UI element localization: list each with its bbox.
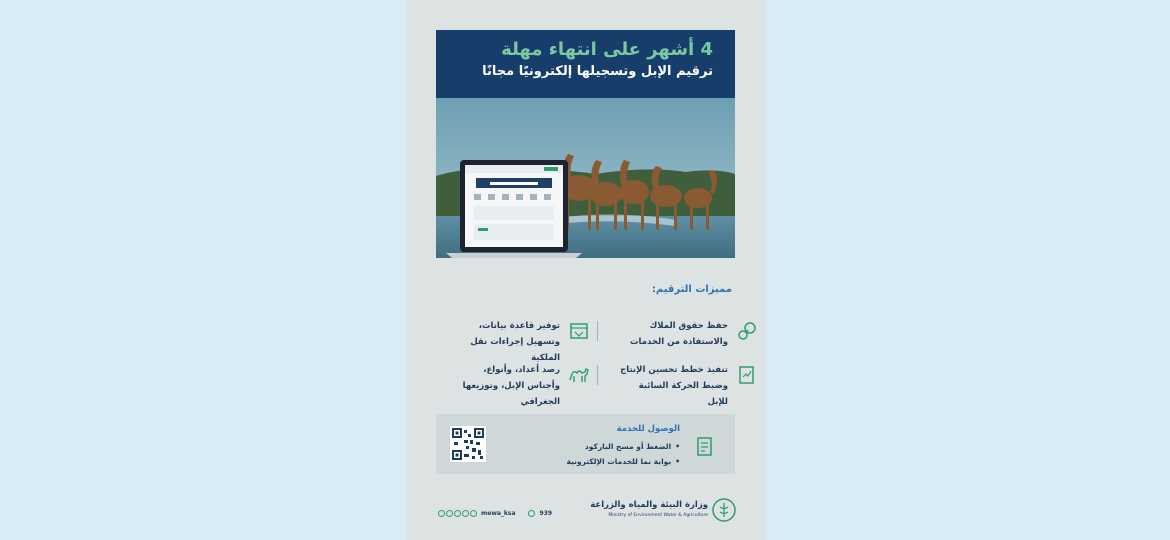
phone-number[interactable]: 939 xyxy=(539,509,553,517)
poster xyxy=(406,0,766,540)
social-links xyxy=(438,506,552,520)
snapchat-icon[interactable] xyxy=(462,510,469,517)
ministry-logo-block xyxy=(586,498,736,524)
feature-item xyxy=(618,316,758,356)
x-icon[interactable] xyxy=(470,510,477,517)
features-title: مميزات الترقيم: xyxy=(651,284,732,295)
access-list xyxy=(566,439,680,469)
access-title: الوصول للخدمة xyxy=(616,424,680,434)
ministry-name-en: Ministry of Environment Water & Agriculture xyxy=(608,513,708,518)
headline-banner xyxy=(436,30,735,98)
service-access-box xyxy=(436,414,735,474)
feature-text: رصد أعداد، وأنواع، وأجناس الإبل، وتوزيعها الجغرافي xyxy=(462,365,560,407)
gear-chain-icon xyxy=(736,320,758,342)
divider xyxy=(597,365,598,385)
feature-item xyxy=(450,316,590,363)
database-folder-icon xyxy=(568,320,590,342)
feature-text: تنفيذ خطط تحسين الإنتاج وضبط الحركة السائبة للإبل xyxy=(620,365,728,407)
document-icon xyxy=(695,436,715,458)
subheadline: ترقيم الإبل وتسجيلها إلكترونيًا مجانًا xyxy=(482,64,713,79)
feature-item xyxy=(450,360,590,407)
linkedin-icon[interactable] xyxy=(446,510,453,517)
feature-text: حفظ حقوق الملاك والاستفادة من الخدمات xyxy=(629,321,728,347)
divider xyxy=(597,321,598,341)
access-item: •الضغط أو مسح الباركود xyxy=(584,442,680,451)
laptop-illustration xyxy=(446,160,582,258)
whatsapp-icon[interactable] xyxy=(438,510,445,517)
camels-photo xyxy=(436,98,735,258)
ministry-logo-icon xyxy=(712,498,736,522)
phone-icon xyxy=(528,510,535,517)
social-handle[interactable]: mewa_ksa xyxy=(481,509,516,517)
feature-item xyxy=(618,360,758,407)
youtube-icon[interactable] xyxy=(454,510,461,517)
camel-icon xyxy=(568,364,590,386)
headline: 4 أشهر على انتهاء مهلة xyxy=(501,39,713,60)
feature-text: توفير قاعدة بيانات، وتسهيل إجراءات نقل الملكية xyxy=(470,321,560,363)
ministry-name-ar: وزارة البيئة والمياه والزراعة xyxy=(590,500,708,510)
access-item: •بوابة نما للخدمات الإلكترونية xyxy=(566,457,680,466)
plan-document-icon xyxy=(736,364,758,386)
qr-code[interactable] xyxy=(450,426,486,462)
